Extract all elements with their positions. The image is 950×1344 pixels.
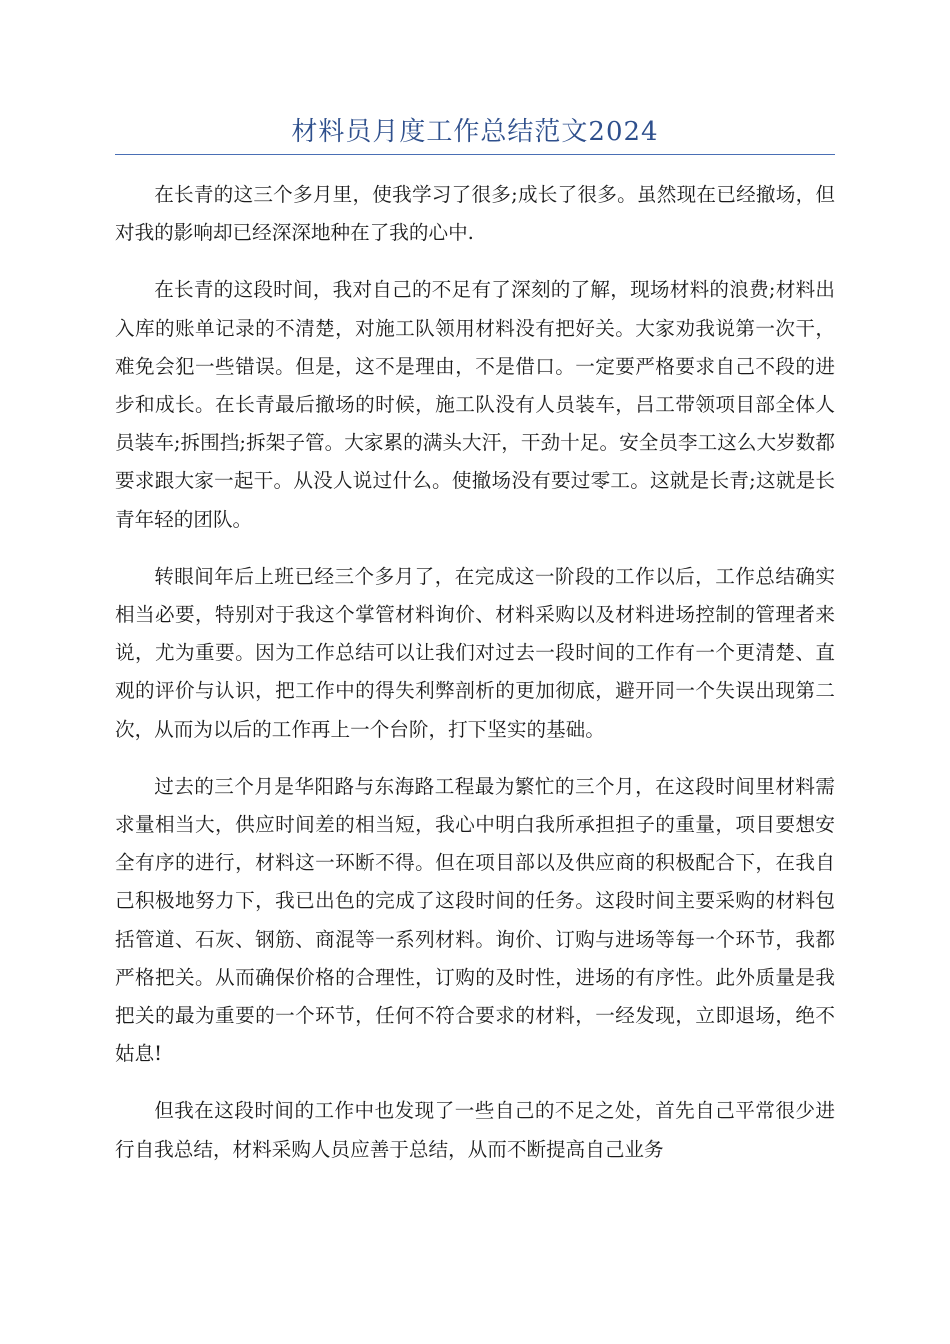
paragraph-4: 过去的三个月是华阳路与东海路工程最为繁忙的三个月，在这段时间里材料需求量相当大，供应时间差的相当短，我心中明白我所承担担子的重量，项目要想安全有序的进行，材料这一环断不得。但在项目部以及供应商的积极配合下，在我自己积极地努力下，我已出色的完成了这段时间的任务。这段时间主要采购的材料包括管道、石灰、钢筋、商混等一系列材料。询价、订购与进场等每一个环节，我都严格把关。从而确保价格的合理性，订购的及时性，进场的有序性。此外质量是我把关的最为重要的一个环节，任何不符合要求的材料，一经发现，立即退场，绝不姑息! [115, 774, 835, 1066]
paragraph-2: 在长青的这段时间，我对自己的不足有了深刻的了解，现场材料的浪费;材料出入库的账单记录的不清楚，对施工队领用材料没有把好关。大家劝我说第一次干，难免会犯一些错误。但是，这不是理由，不是借口。一定要严格要求自己不段的进步和成长。在长青最后撤场的时候，施工队没有人员装车，吕工带领项目部全体人员装车;拆围挡;拆架子管。大家累的满头大汗，干劲十足。安全员李工这么大岁数都要求跟大家一起干。从没人说过什么。使撤场没有要过零工。这就是长青;这就是长青年轻的团队。 [115, 278, 835, 531]
paragraph-5: 但我在这段时间的工作中也发现了一些自己的不足之处，首先自己平常很少进行自我总结，材料采购人员应善于总结，从而不断提高自己业务 [115, 1099, 835, 1161]
document-body [115, 176, 835, 1188]
document-title: 材料员月度工作总结范文2024 [291, 117, 659, 147]
title-underline [115, 154, 835, 155]
paragraph-1: 在长青的这三个多月里，使我学习了很多;成长了很多。虽然现在已经撤场，但对我的影响却已经深深地种在了我的心中. [115, 183, 835, 245]
paragraph-3: 转眼间年后上班已经三个多月了，在完成这一阶段的工作以后，工作总结确实相当必要，特别对于我这个掌管材料询价、材料采购以及材料进场控制的管理者来说，尤为重要。因为工作总结可以让我们对过去一段时间的工作有一个更清楚、直观的评价与认识，把工作中的得失利弊剖析的更加彻底，避开同一个失误出现第二次，从而为以后的工作再上一个台阶，打下坚实的基础。 [115, 564, 835, 741]
